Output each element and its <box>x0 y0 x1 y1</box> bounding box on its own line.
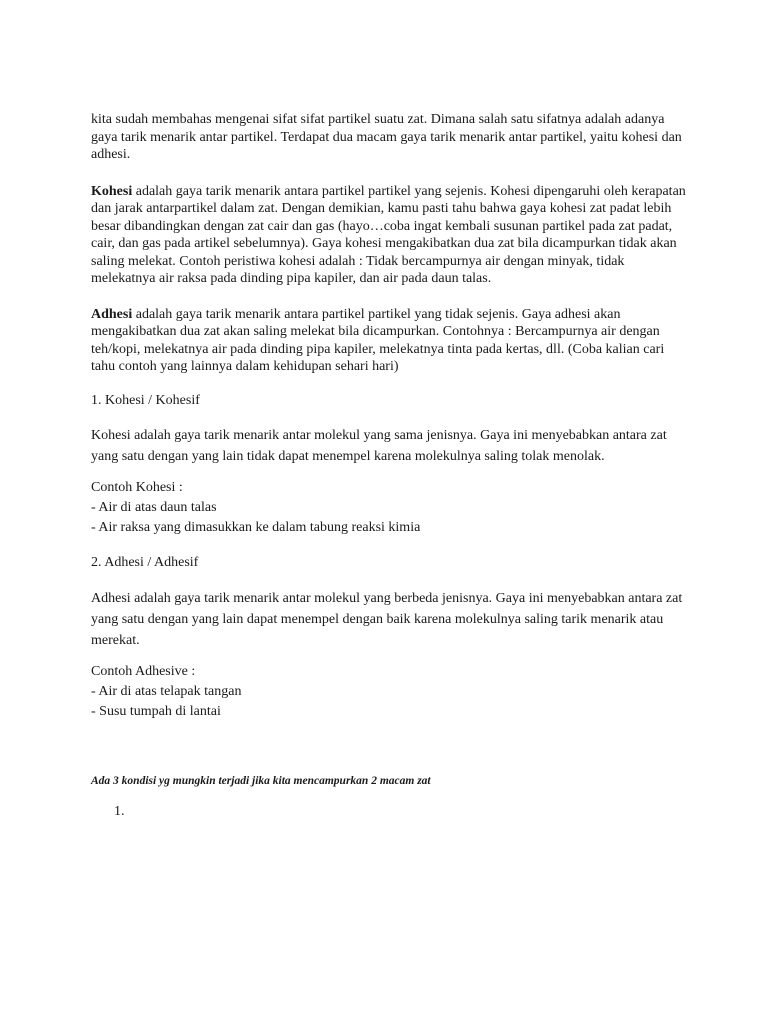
section2-heading: 2. Adhesi / Adhesif <box>91 555 199 570</box>
adhesi-term: Adhesi <box>91 306 133 322</box>
section2-body: Adhesi adalah gaya tarik menarik antar molekul yang berbeda jenisnya. Gaya ini menyebabkan antara zat yang satu dengan yang lain dapat menempel dengan baik karena molekulnya saling tarik menarik atau merekat. <box>91 590 683 648</box>
kohesi-term: Kohesi <box>91 183 133 199</box>
section2-examples <box>91 662 691 722</box>
list-item: - Air di atas telapak tangan <box>91 683 242 699</box>
section1-examples-title: Contoh Kohesi : <box>91 480 183 495</box>
adhesi-definition-paragraph <box>91 306 691 376</box>
adhesi-definition-text: adalah gaya tarik menarik antara partikel partikel yang tidak sejenis. Gaya adhesi akan mengakibatkan dua zat akan saling melekat bila dicampurkan. Contohnya : Bercampurnya air dengan teh/kopi, melekatnya air pada dinding pipa kapiler, melekatnya tinta pada kertas, dll. (Coba kalian cari tahu contoh yang lainnya dalam kehidupan sehari hari) <box>91 306 665 374</box>
numbered-list-item: 1. <box>114 804 125 819</box>
document-content <box>91 111 691 821</box>
section1-examples <box>91 478 691 538</box>
section1-heading: 1. Kohesi / Kohesif <box>91 392 200 408</box>
section1-body: Kohesi adalah gaya tarik menarik antar molekul yang sama jenisnya. Gaya ini menyebabkan antara zat yang satu dengan yang lain tidak dapat menempel karena molekulnya saling tolak menolak. <box>91 428 667 464</box>
list-item: - Air raksa yang dimasukkan ke dalam tabung reaksi kimia <box>91 520 421 535</box>
list-item: - Air di atas daun talas <box>91 500 217 515</box>
kohesi-definition-text: adalah gaya tarik menarik antara partikel partikel yang sejenis. Kohesi dipengaruhi oleh kerapatan dan jarak antarpartikel dalam zat. Dengan demikian, kamu pasti tahu bahwa gaya kohesi zat padat lebih besar dibandingkan dengan zat cair dan gas (hayo…coba ingat kembali susunan partikel pada zat padat, cair, dan gas pada artikel sebelumnya). Gaya kohesi mengakibatkan dua zat bila dicampurkan tidak akan saling melekat. Contoh peristiwa kohesi adalah : Tidak bercampurnya air dengan minyak, tidak melekatnya air raksa pada dinding pipa kapiler, dan air pada daun talas. <box>91 183 686 286</box>
closing-statement: Ada 3 kondisi yg mungkin terjadi jika kita mencampurkan 2 macam zat <box>91 774 431 787</box>
section2-examples-title: Contoh Adhesive : <box>91 663 196 679</box>
intro-paragraph: kita sudah membahas mengenai sifat sifat partikel suatu zat. Dimana salah satu sifatnya adalah adanya gaya tarik menarik antar partikel. Terdapat dua macam gaya tarik menarik antar partikel, yaitu kohesi dan adhesi. <box>91 112 682 162</box>
kohesi-definition-paragraph <box>91 183 691 288</box>
list-item: - Susu tumpah di lantai <box>91 703 221 719</box>
